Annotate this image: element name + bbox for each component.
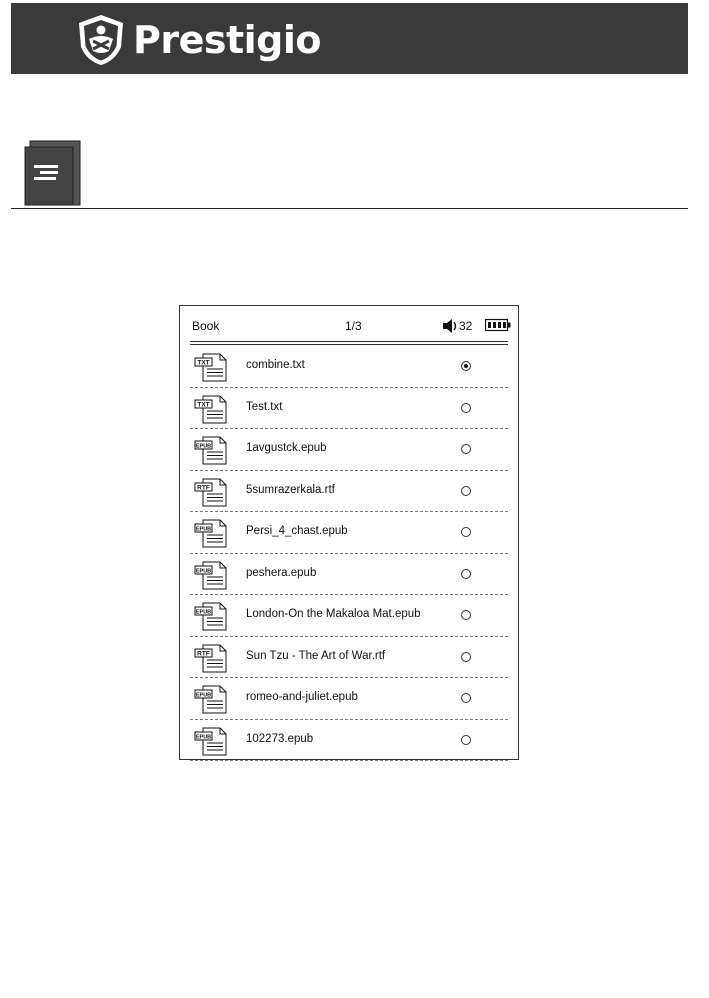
radio-unselected[interactable] <box>461 444 471 454</box>
radio-unselected[interactable] <box>461 486 471 496</box>
file-name: Persi_4_chast.epub <box>246 525 348 537</box>
file-row[interactable] <box>190 678 508 720</box>
file-type-label: TXT <box>197 401 210 408</box>
file-icon <box>194 684 228 714</box>
file-icon <box>194 560 228 590</box>
file-icon <box>194 352 228 382</box>
prestigio-shield-logo-icon <box>75 13 127 67</box>
volume-level: 32 <box>459 319 473 333</box>
file-icon <box>194 726 228 756</box>
file-row[interactable] <box>190 595 508 637</box>
radio-unselected[interactable] <box>461 403 471 413</box>
ereader-screen <box>179 305 519 760</box>
file-row[interactable] <box>190 388 508 430</box>
header-banner <box>11 3 688 74</box>
status-divider <box>190 341 508 345</box>
file-row[interactable] <box>190 346 508 388</box>
brand-name: Prestigio <box>133 18 322 62</box>
radio-selected[interactable] <box>461 361 471 371</box>
radio-unselected[interactable] <box>461 610 471 620</box>
file-row[interactable] <box>190 471 508 513</box>
file-name: peshera.epub <box>246 566 317 579</box>
file-row[interactable] <box>190 720 508 762</box>
file-row[interactable] <box>190 554 508 596</box>
screen-title: Book <box>192 319 220 333</box>
file-name: 102273.epub <box>246 732 314 745</box>
file-name: London-On the Makaloa Mat.epub <box>246 608 421 620</box>
file-icon <box>194 394 228 424</box>
radio-unselected[interactable] <box>461 569 471 579</box>
radio-unselected[interactable] <box>461 693 471 703</box>
file-row[interactable] <box>190 512 508 554</box>
status-bar <box>180 306 518 342</box>
file-icon <box>194 477 228 507</box>
file-name: Test.txt <box>246 400 283 413</box>
file-row[interactable] <box>190 429 508 471</box>
file-type-label: EPUB <box>195 692 212 699</box>
radio-unselected[interactable] <box>461 652 471 662</box>
file-list <box>190 346 508 761</box>
battery-icon <box>485 318 511 332</box>
file-type-label: EPUB <box>195 734 212 740</box>
file-type-label: EPUB <box>195 609 212 616</box>
file-name: 1avgustck.epub <box>246 442 327 454</box>
file-type-label: RTF <box>197 484 210 491</box>
file-name: 5sumrazerkala.rtf <box>246 483 335 496</box>
file-name: combine.txt <box>246 359 305 371</box>
radio-unselected[interactable] <box>461 735 471 745</box>
file-name: Sun Tzu - The Art of War.rtf <box>246 649 386 662</box>
file-icon <box>194 643 228 673</box>
file-name: romeo-and-juliet.epub <box>246 691 358 703</box>
section-divider <box>11 208 688 209</box>
file-type-label: RTF <box>197 650 210 657</box>
file-type-label: EPUB <box>195 526 212 533</box>
document-section-icon <box>24 139 82 207</box>
page-indicator: 1/3 <box>345 319 362 333</box>
speaker-icon <box>442 318 458 334</box>
file-icon <box>194 435 228 465</box>
radio-unselected[interactable] <box>461 527 471 537</box>
file-icon <box>194 518 228 548</box>
brand-logo <box>75 13 321 67</box>
file-icon <box>194 601 228 631</box>
file-type-label: EPUB <box>195 443 212 450</box>
file-type-label: TXT <box>197 359 210 367</box>
file-row[interactable] <box>190 637 508 679</box>
file-type-label: EPUB <box>195 568 212 574</box>
